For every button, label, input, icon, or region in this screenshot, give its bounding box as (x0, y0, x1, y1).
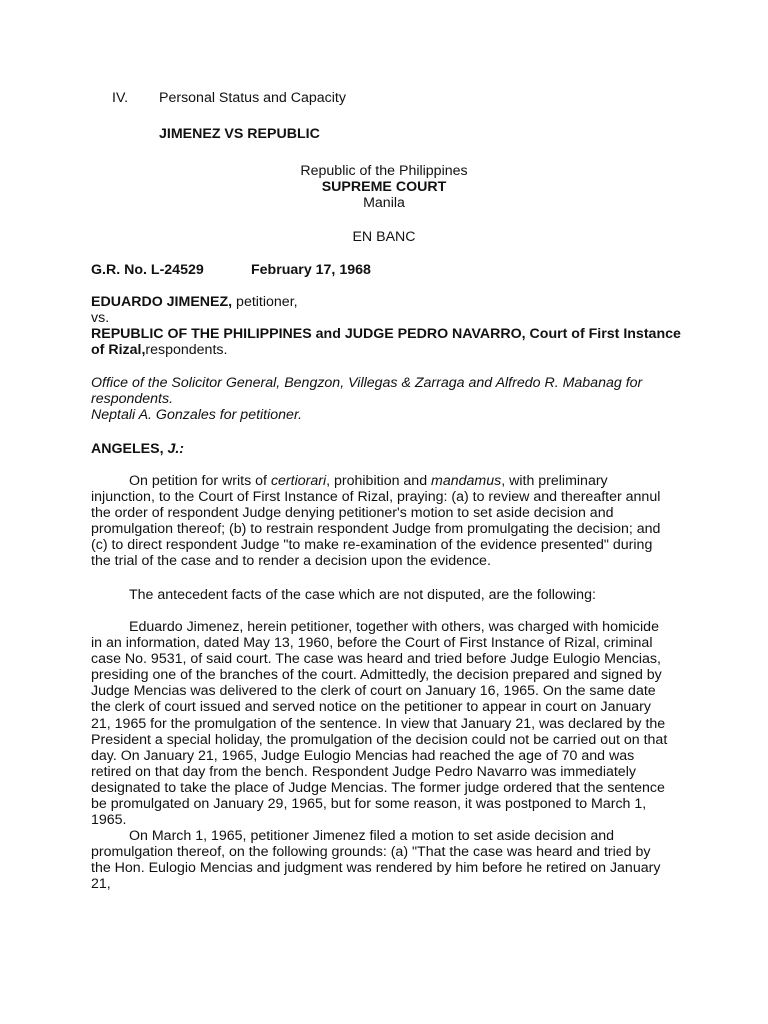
paragraph-3: Eduardo Jimenez, herein petitioner, together with others, was charged with homicide in an information, dated May 13, 1960, before the Court of First Instance of Rizal, criminal case No. 9531, of said court. The case was heard and tried before Judge Eulogio Mencias, presiding one of the branches of the court. Admittedly, the decision prepared and signed by Judge Mencias was delivered to the clerk of court on January 16, 1965. On the same date the clerk of court issued and served notice on the petitioner to appear in court on January 21, 1965 for the promulgation of the sentence. In view that January 21, was declared by the President a special holiday, the promulgation of the decision could not be carried out on that day. On January 21, 1965, Judge Eulogio Mencias had reached the age of 70 and was retired on that day from the bench. Respondent Judge Pedro Navarro was immediately designated to take the place of Judge Mencias. The former judge ordered that the sentence be promulgated on January 29, 1965, but for some reason, it was postponed to March 1, 1965. (91, 619, 668, 829)
ponente (91, 441, 184, 457)
paragraph-1 (91, 473, 671, 570)
country-name: Republic of the Philippines (300, 163, 468, 179)
paragraph-4: On March 1, 1965, petitioner Jimenez filed a motion to set aside decision and promulgation thereof, on the following grounds: (a) "That the case was heard and tried by the Hon. Eulogio Mencias and judgment was rendered by him before he retired on January 21, (91, 828, 661, 893)
court-city: Manila (363, 195, 405, 211)
respondents-block (91, 326, 681, 358)
court-name: SUPREME COURT (321, 179, 447, 195)
p1-text-a: On petition for writs of (129, 473, 271, 489)
p1-mandamus: mandamus (431, 473, 502, 489)
docket-number: G.R. No. L-24529 (91, 262, 204, 278)
petitioner-line (91, 294, 298, 310)
versus-text: vs. (91, 310, 110, 326)
court-division: EN BANC (352, 229, 416, 245)
p1-certiorari: certiorari (270, 473, 327, 489)
case-title: JIMENEZ VS REPUBLIC (159, 126, 320, 142)
respondents-role: respondents. (145, 342, 228, 359)
petitioner-counsel: Neptali A. Gonzales for petitioner. (91, 407, 303, 423)
respondents-names: REPUBLIC OF THE PHILIPPINES and JUDGE PEDRO NAVARRO, Court of First Instance of Rizal, (91, 326, 681, 359)
petitioner-role: petitioner, (232, 294, 298, 310)
respondents-counsel: Office of the Solicitor General, Bengzon, Villegas & Zarraga and Alfredo R. Mabanag for respondents. (91, 375, 643, 408)
paragraph-2: The antecedent facts of the case which are not disputed, are the following: (129, 587, 596, 603)
p1-text-e: , with preliminary injunction, to the Court of First Instance of Rizal, praying: (a) to review and thereafter annul the order of respondent Judge denying petitioner's motion to set aside decision and promulgation thereof; (b) to restrain respondent Judge from promulgating the decision; and (c) to direct respondent Judge "to make re-examination of the evidence presented" during the trial of the case and to render a decision upon the evidence. (91, 473, 661, 570)
section-title: Personal Status and Capacity (159, 90, 346, 106)
p1-text-c: , prohibition and (326, 473, 432, 489)
docket-date: February 17, 1968 (251, 262, 371, 278)
petitioner-name: EDUARDO JIMENEZ, (91, 294, 233, 310)
section-number: IV. (112, 90, 129, 106)
ponente-name: ANGELES, (91, 441, 168, 457)
ponente-title: J.: (167, 441, 185, 457)
